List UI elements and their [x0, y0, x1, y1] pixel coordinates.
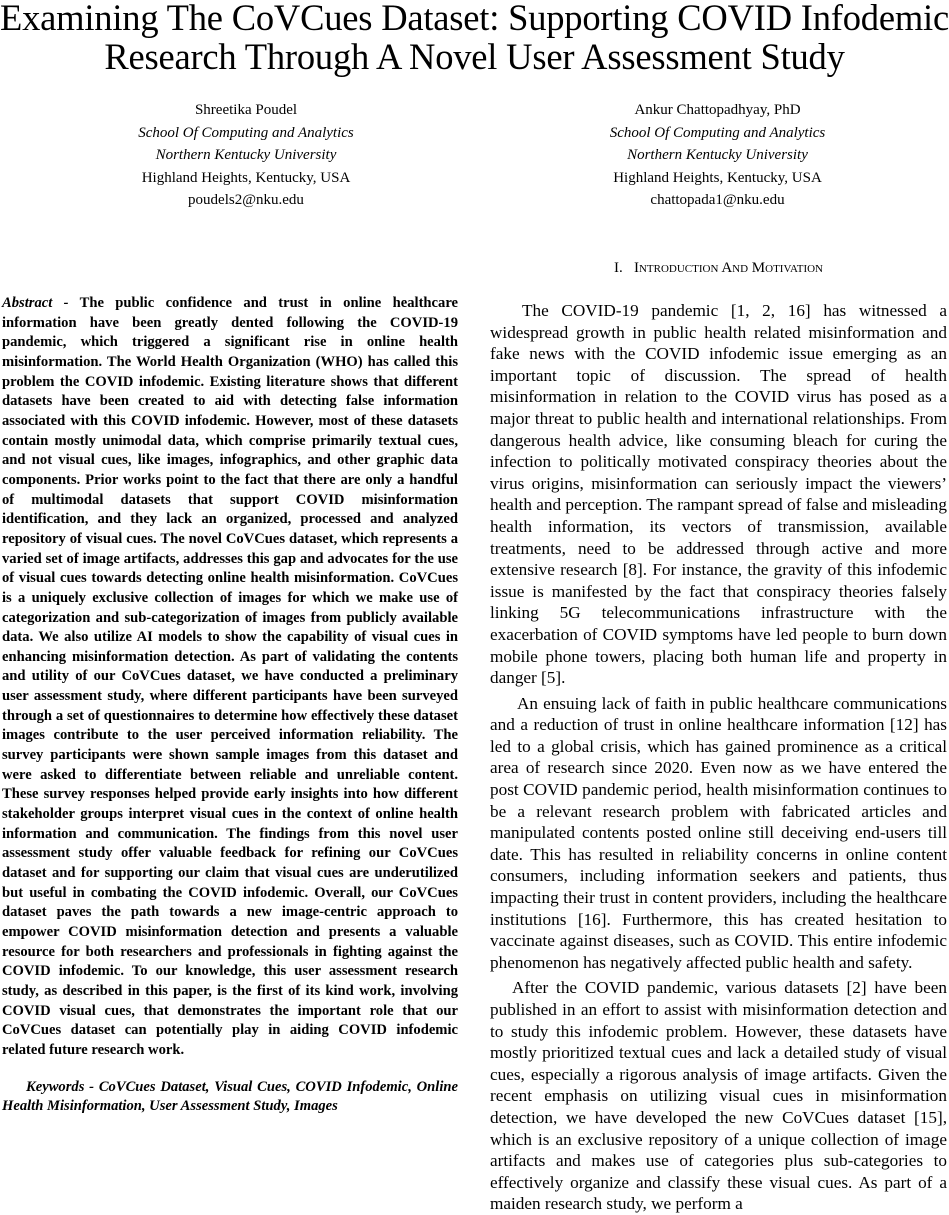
body-paragraph: After the COVID pandemic, various datasets [2] have been published in an effort to assist with misinformation detection and to study this infodemic problem. However, these datasets have mostly prioritized textual cues and lack a detailed study of visual cues, especially a rigorous analysis of image artifacts. Given the recent emphasis on utilizing visual cues in misinformation detection, we have developed the new CoVCues dataset [15], which is an exclusive repository of a unique collection of image artifacts and makes use of categories plus sub-categories to effectively organize and classify these visual cues. As part of a maiden research study, we perform a: [490, 978, 947, 1214]
keywords: Keywords - CoVCues Dataset, Visual Cues, COVID Infodemic, Online Health Misinformation, User Assessment Study, Images: [2, 1078, 458, 1115]
abstract-text: The public confidence and trust in online healthcare information have been greatly dented following the COVID-19 pandemic, which triggered a significant rise in online health misinformation. The World Health Organization (WHO) has called this problem the COVID infodemic. Existing literature shows that different datasets have been created to aid with detecting false information associated with this COVID infodemic. However, most of these datasets contain mostly unimodal data, which comprise primarily textual cues, and not visual cues, like images, infographics, and other graphic data components. Prior works point to the fact that there are only a handful of multimodal datasets that support COVID misinformation identification, and they lack an organized, processed and analyzed repository of visual cues. The novel CoVCues dataset, which represents a varied set of image artifacts, addresses this gap and advocates for the use of visual cues towards detecting online health misinformation. CoVCues is a uniquely exclusive collection of images for which we make use of categorization and sub-categorization of images from publicly available data. We also utilize AI models to show the capability of visual cues in enhancing misinformation detection. As part of validating the contents and utility of our CoVCues dataset, we have conducted a preliminary user assessment study, where different participants have been surveyed through a set of questionnaires to determine how effectively these dataset images contribute to the user perceived information reliability. The survey participants were shown sample images from this dataset and were asked to differentiate between reliable and unreliable content. These survey responses helped provide early insights into how different stakeholder groups interpret visual cues in the context of online health information and communication. The findings from this novel user assessment study offer valuable feedback for refining our CoVCues dataset and for supporting our claim that visual cues are underutilized but useful in combating the COVID infodemic. Overall, our CoVCues dataset paves the path towards a new image-centric approach to empower COVID misinformation detection and presents a valuable resource for both researchers and professionals in fighting against the COVID infodemic. To our knowledge, this user assessment research study, as described in this paper, is the first of its kind work, involving COVID visual cues, that demonstrates the important role that our CoVCues dataset can potentially play in aiding COVID infodemic related future research work.: [2, 295, 459, 1058]
author-university: Northern Kentucky University: [627, 147, 808, 163]
author-name: Ankur Chattopadhyay, PhD: [634, 102, 801, 118]
left-column: [2, 294, 458, 1117]
abstract: [2, 294, 458, 1061]
abstract-label: Abstract -: [2, 295, 69, 311]
author-block-2: [530, 99, 905, 212]
paper-title: Examining The CoVCues Dataset: Supporting COVID Infodemic Research Through A Novel User Assessment Study: [0, 0, 949, 77]
author-location: Highland Heights, Kentucky, USA: [141, 169, 351, 186]
right-column: [490, 300, 947, 1215]
author-email: chattopada1@nku.edu: [650, 192, 785, 208]
body-paragraph: An ensuing lack of faith in public healthcare communications and a reduction of trust in online healthcare information [12] has led to a global crisis, which has gained prominence as a critical area of research since 2020. Even now as we have entered the post COVID pandemic period, health misinformation continues to be a relevant research problem with fabricated articles and manipulated contents posted online still deceiving end-users till date. This has resulted in reliability concerns in online content consumers, including information seekers and patients, thus impacting their trust in content providers, including the healthcare institutions [16]. Furthermore, this has created hesitation to vaccinate against diseases, such as COVID. This entire infodemic phenomenon has negatively affected public health and safety.: [490, 693, 947, 972]
author-location: Highland Heights, Kentucky, USA: [613, 169, 822, 186]
author-department: School Of Computing and Analytics: [609, 124, 826, 141]
author-name: Shreetika Poudel: [194, 102, 298, 118]
section-title: Introduction And Motivation: [633, 260, 823, 276]
author-email: poudels2@nku.edu: [188, 192, 304, 208]
body-paragraph: The COVID-19 pandemic [1, 2, 16] has witnessed a widespread growth in public health related misinformation and fake news with the COVID infodemic issue emerging as an important topic of discussion. The spread of health misinformation in relation to the COVID virus has posed as a major threat to public health and international relationships. From dangerous health advice, like consuming bleach for curing the infection to politically motivated conspiracy theories about the virus origins, misinformation can seriously impact the viewers’ health and perception. The rampant spread of false and misleading health information, its vectors of transmission, available treatments, need to be addressed through active and more extensive research [8]. For instance, the gravity of this infodemic issue is manifested by the fact that conspiracy theories falsely linking 5G telecommunications infrastructure with the exacerbation of COVID symptoms have led people to burn down mobile phone towers, placing both human life and property in danger [5].: [490, 301, 947, 688]
author-department: School Of Computing and Analytics: [138, 124, 354, 141]
section-number: I.: [613, 260, 623, 276]
author-block-1: [61, 99, 431, 212]
section-heading: [490, 258, 947, 278]
author-university: Northern Kentucky University: [155, 147, 337, 163]
